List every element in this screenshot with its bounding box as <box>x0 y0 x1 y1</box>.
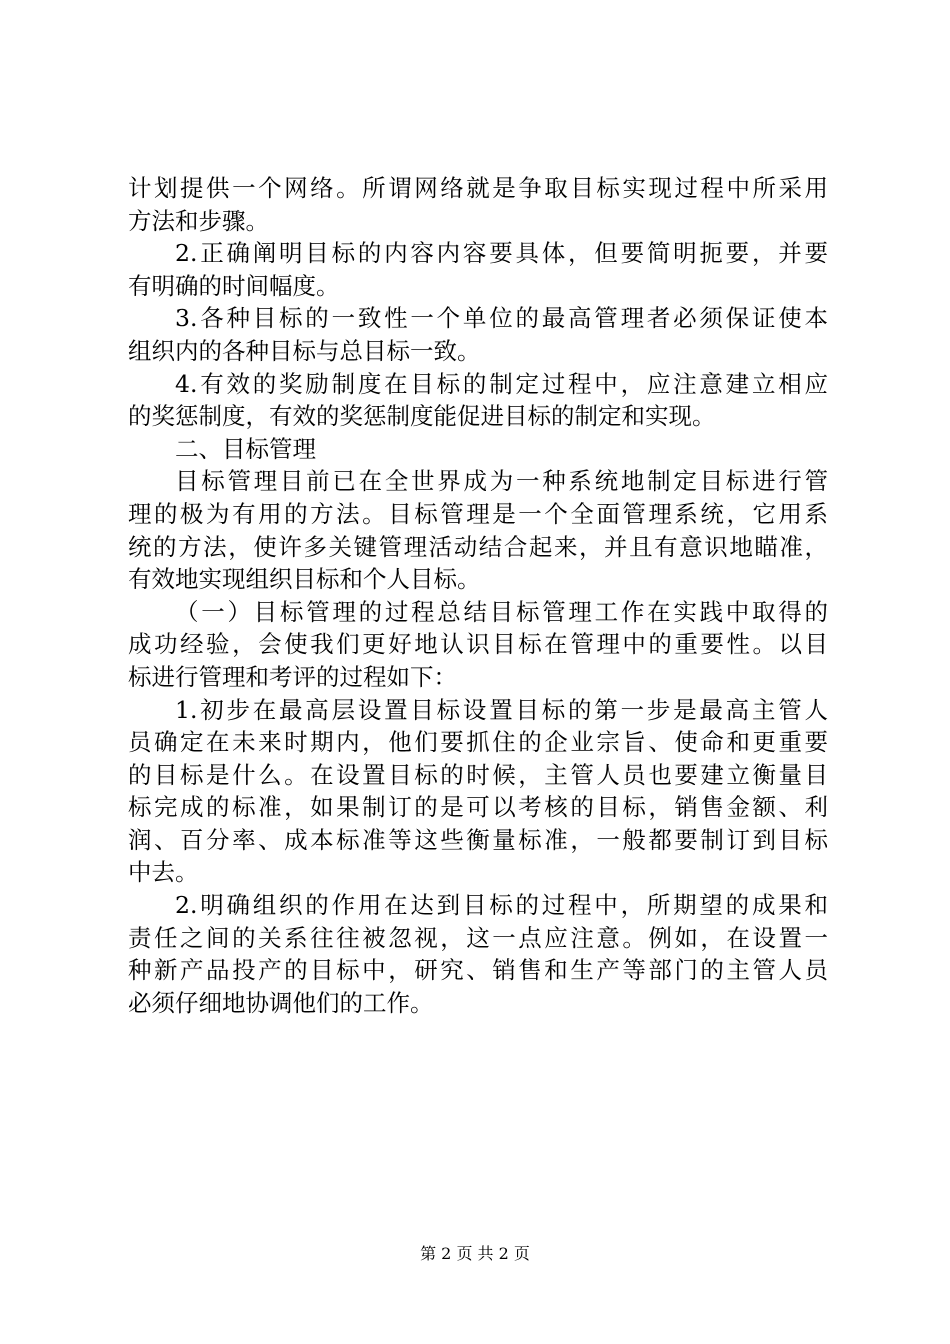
text-line: 种新产品投产的目标中，研究、销售和生产等部门的主管人员 <box>128 956 828 985</box>
text-line: （一）目标管理的过程总结目标管理工作在实践中取得的 <box>175 597 828 626</box>
text-line: 成功经验，会使我们更好地认识目标在管理中的重要性。以目 <box>128 630 828 659</box>
text-line: 2.正确阐明目标的内容内容要具体，但要简明扼要，并要 <box>175 239 828 268</box>
text-line: 1.初步在最高层设置目标设置目标的第一步是最高主管人 <box>175 695 828 724</box>
section-heading: 二、目标管理 <box>175 434 316 463</box>
page-number-label: 第 2 页 共 2 页 <box>420 1244 530 1263</box>
document-body <box>128 172 828 1019</box>
text-line: 的目标是什么。在设置目标的时候，主管人员也要建立衡量目 <box>128 760 828 789</box>
text-line: 责任之间的关系往往被忽视，这一点应注意。例如，在设置一 <box>128 923 828 952</box>
text-line: 中去。 <box>128 858 199 887</box>
text-line: 理的极为有用的方法。目标管理是一个全面管理系统，它用系 <box>128 499 828 528</box>
text-line: 计划提供一个网络。所谓网络就是争取目标实现过程中所采用 <box>128 174 828 202</box>
text-line: 有效地实现组织目标和个人目标。 <box>128 565 481 594</box>
text-line: 标完成的标准，如果制订的是可以考核的目标，销售金额、利 <box>128 793 828 822</box>
text-line: 员确定在未来时期内，他们要抓住的企业宗旨、使命和更重要 <box>128 728 828 757</box>
text-line: 标进行管理和考评的过程如下： <box>128 662 457 691</box>
text-line: 目标管理目前已在全世界成为一种系统地制定目标进行管 <box>175 467 828 496</box>
text-line: 4.有效的奖励制度在目标的制定过程中，应注意建立相应 <box>175 369 828 398</box>
text-line: 统的方法，使许多关键管理活动结合起来，并且有意识地瞄准， <box>128 532 828 561</box>
text-line: 必须仔细地协调他们的工作。 <box>128 988 434 1017</box>
text-line: 的奖惩制度，有效的奖惩制度能促进目标的制定和实现。 <box>128 402 716 431</box>
text-line: 方法和步骤。 <box>128 206 269 235</box>
text-line: 组织内的各种目标与总目标一致。 <box>128 336 481 365</box>
text-line: 有明确的时间幅度。 <box>128 271 340 300</box>
page-footer <box>0 1244 950 1264</box>
text-line: 2.明确组织的作用在达到目标的过程中，所期望的成果和 <box>175 891 828 920</box>
text-line: 润、百分率、成本标准等这些衡量标准，一般都要制订到目标 <box>128 825 828 854</box>
text-line: 3.各种目标的一致性一个单位的最高管理者必须保证使本 <box>175 304 828 333</box>
